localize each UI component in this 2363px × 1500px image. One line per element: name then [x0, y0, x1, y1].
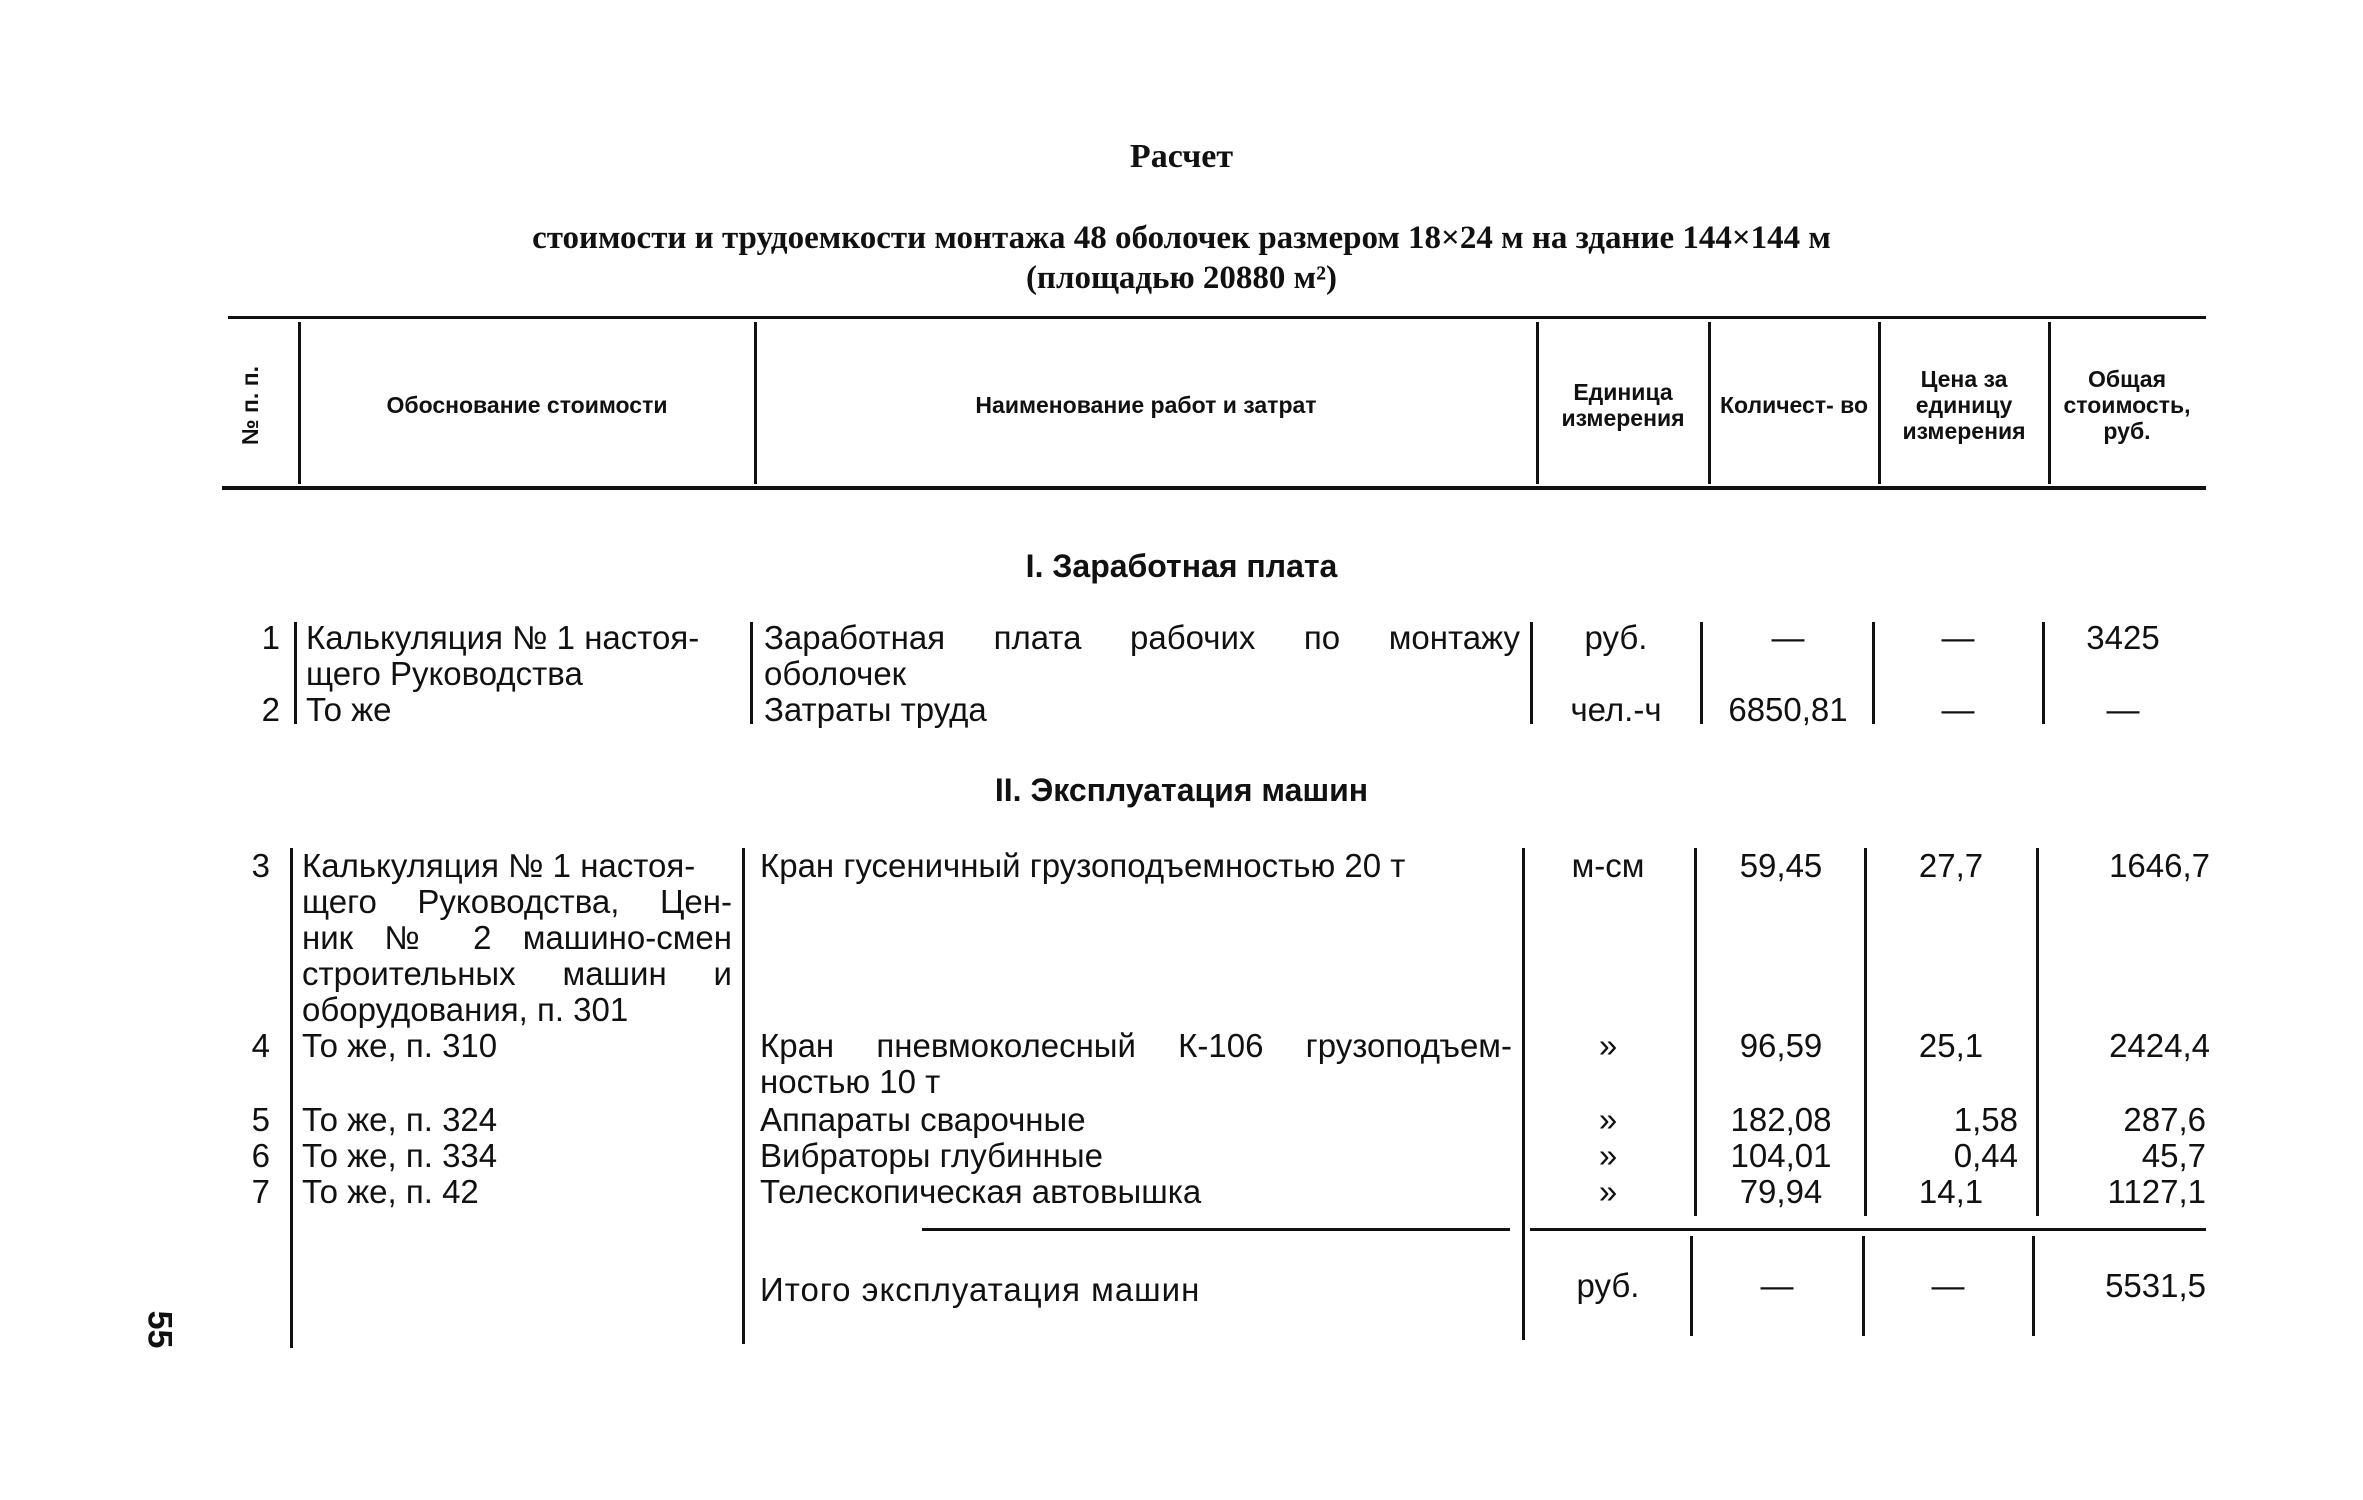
row-name: Кран гусеничный грузоподъемностью 20 т: [760, 847, 1406, 884]
row-name: Вибраторы глубинные: [760, 1137, 1103, 1174]
row-unit: »: [1598, 1137, 1618, 1174]
row-qty: 59,45: [1739, 847, 1823, 884]
col-divider: [294, 622, 297, 724]
row-basis: То же, п. 334: [302, 1137, 498, 1174]
section-machines: II. Эксплуатация машин: [994, 772, 1369, 808]
header-divider: [1878, 322, 1881, 484]
row-price: 1,58: [1953, 1101, 2018, 1138]
col-divider: [1522, 848, 1525, 1340]
header-total: Общая стоимость, руб.: [2063, 366, 2191, 444]
col-divider: [1694, 848, 1697, 1216]
total-qty: —: [1760, 1267, 1794, 1304]
row-unit: м-см: [1571, 847, 1645, 884]
row-num: 4: [251, 1027, 270, 1064]
row-num: 6: [251, 1137, 270, 1174]
section-wages: I. Заработная плата: [1025, 548, 1338, 584]
row-name: ностью 10 т: [760, 1063, 941, 1100]
header-num: № п. п.: [236, 365, 263, 445]
col-divider: [750, 622, 753, 724]
row-basis: То же: [306, 691, 392, 728]
row-total: 3425: [2086, 619, 2160, 656]
header-unit: Единица измерения: [1561, 379, 1685, 431]
header-qty: Количест- во: [1719, 392, 1869, 418]
row-name: Аппараты сварочные: [760, 1101, 1086, 1138]
row-basis: щего Руководства: [306, 655, 583, 692]
row-name: оболочек: [764, 655, 907, 692]
header-price: Цена за единицу измерения: [1902, 366, 2026, 444]
row-basis: ник № 2 машино-смен: [302, 919, 732, 956]
row-basis: щего Руководства, Цен-: [302, 883, 732, 920]
row-num: 2: [261, 691, 280, 728]
row-price: —: [1941, 619, 1975, 656]
row-num: 3: [251, 847, 270, 884]
header-divider: [754, 322, 757, 484]
row-price: 25,1: [1918, 1027, 1984, 1064]
row-num: 5: [251, 1101, 270, 1138]
col-divider: [1872, 622, 1875, 724]
total-price: —: [1931, 1267, 1965, 1304]
page-number: 55: [140, 1310, 179, 1349]
col-divider: [2036, 848, 2039, 1216]
row-basis: Калькуляция № 1 настоя-: [306, 619, 700, 656]
row-qty: —: [1771, 619, 1805, 656]
col-divider: [290, 848, 293, 1348]
row-qty: 79,94: [1739, 1173, 1823, 1210]
total-rule: [922, 1228, 1510, 1231]
row-name: Заработная плата рабочих по монтажу: [764, 619, 1520, 656]
row-basis: Калькуляция № 1 настоя-: [302, 847, 696, 884]
row-basis: То же, п. 324: [302, 1101, 498, 1138]
row-price: 27,7: [1918, 847, 1984, 884]
col-divider: [1862, 1236, 1865, 1336]
subtitle-line-1: стоимости и трудоемкости монтажа 48 оболочек размером 18×24 м на здание 144×144 м: [532, 220, 1831, 256]
row-num: 7: [251, 1173, 270, 1210]
row-total: 1127,1: [2107, 1173, 2206, 1210]
row-total: 2424,4: [2109, 1027, 2210, 1064]
row-num: 1: [261, 619, 280, 656]
row-basis: оборудования, п. 301: [302, 991, 629, 1028]
total-name: Итого эксплуатация машин: [760, 1271, 1201, 1308]
row-qty: 6850,81: [1728, 691, 1848, 728]
header-name: Наименование работ и затрат: [975, 392, 1317, 418]
row-unit: чел.-ч: [1570, 691, 1662, 728]
page-subtitle: [0, 218, 2363, 298]
header-divider: [1708, 322, 1711, 484]
row-unit: »: [1598, 1101, 1618, 1138]
header-divider: [2048, 322, 2051, 484]
col-divider: [2032, 1236, 2035, 1336]
row-price: —: [1941, 691, 1975, 728]
row-total: 45,7: [2141, 1137, 2206, 1174]
row-unit: »: [1598, 1173, 1618, 1210]
total-unit: руб.: [1576, 1267, 1640, 1304]
row-name: Затраты труда: [764, 691, 987, 728]
row-name: Кран пневмоколесный К-106 грузоподъем-: [760, 1027, 1512, 1064]
row-total: 1646,7: [2109, 847, 2210, 884]
row-unit: »: [1598, 1027, 1618, 1064]
row-price: 14,1: [1918, 1173, 1984, 1210]
row-qty: 104,01: [1730, 1137, 1832, 1174]
col-divider: [2042, 622, 2045, 724]
page-title: Расчет: [1129, 138, 1234, 175]
row-name: Телескопическая автовышка: [760, 1173, 1202, 1210]
row-qty: 182,08: [1730, 1101, 1832, 1138]
row-basis: То же, п. 42: [302, 1173, 479, 1210]
total-total: 5531,5: [2105, 1267, 2206, 1304]
col-divider: [1864, 848, 1867, 1216]
row-total: —: [2106, 691, 2140, 728]
row-price: 0,44: [1953, 1137, 2018, 1174]
row-unit: руб.: [1584, 619, 1648, 656]
header-divider: [1536, 322, 1539, 484]
col-divider: [1700, 622, 1703, 724]
header-basis: Обоснование стоимости: [386, 392, 668, 418]
col-divider: [742, 848, 745, 1344]
row-qty: 96,59: [1739, 1027, 1823, 1064]
row-basis: То же, п. 310: [302, 1027, 498, 1064]
header-top-rule: [228, 316, 2206, 319]
row-basis: строительных машин и: [302, 955, 732, 992]
col-divider: [1530, 622, 1533, 724]
subtitle-line-2: (площадью 20880 м²): [1025, 260, 1338, 296]
col-divider: [1690, 1236, 1693, 1336]
row-total: 287,6: [2123, 1101, 2206, 1138]
total-rule: [1530, 1228, 2206, 1231]
header-bottom-rule: [222, 486, 2206, 490]
